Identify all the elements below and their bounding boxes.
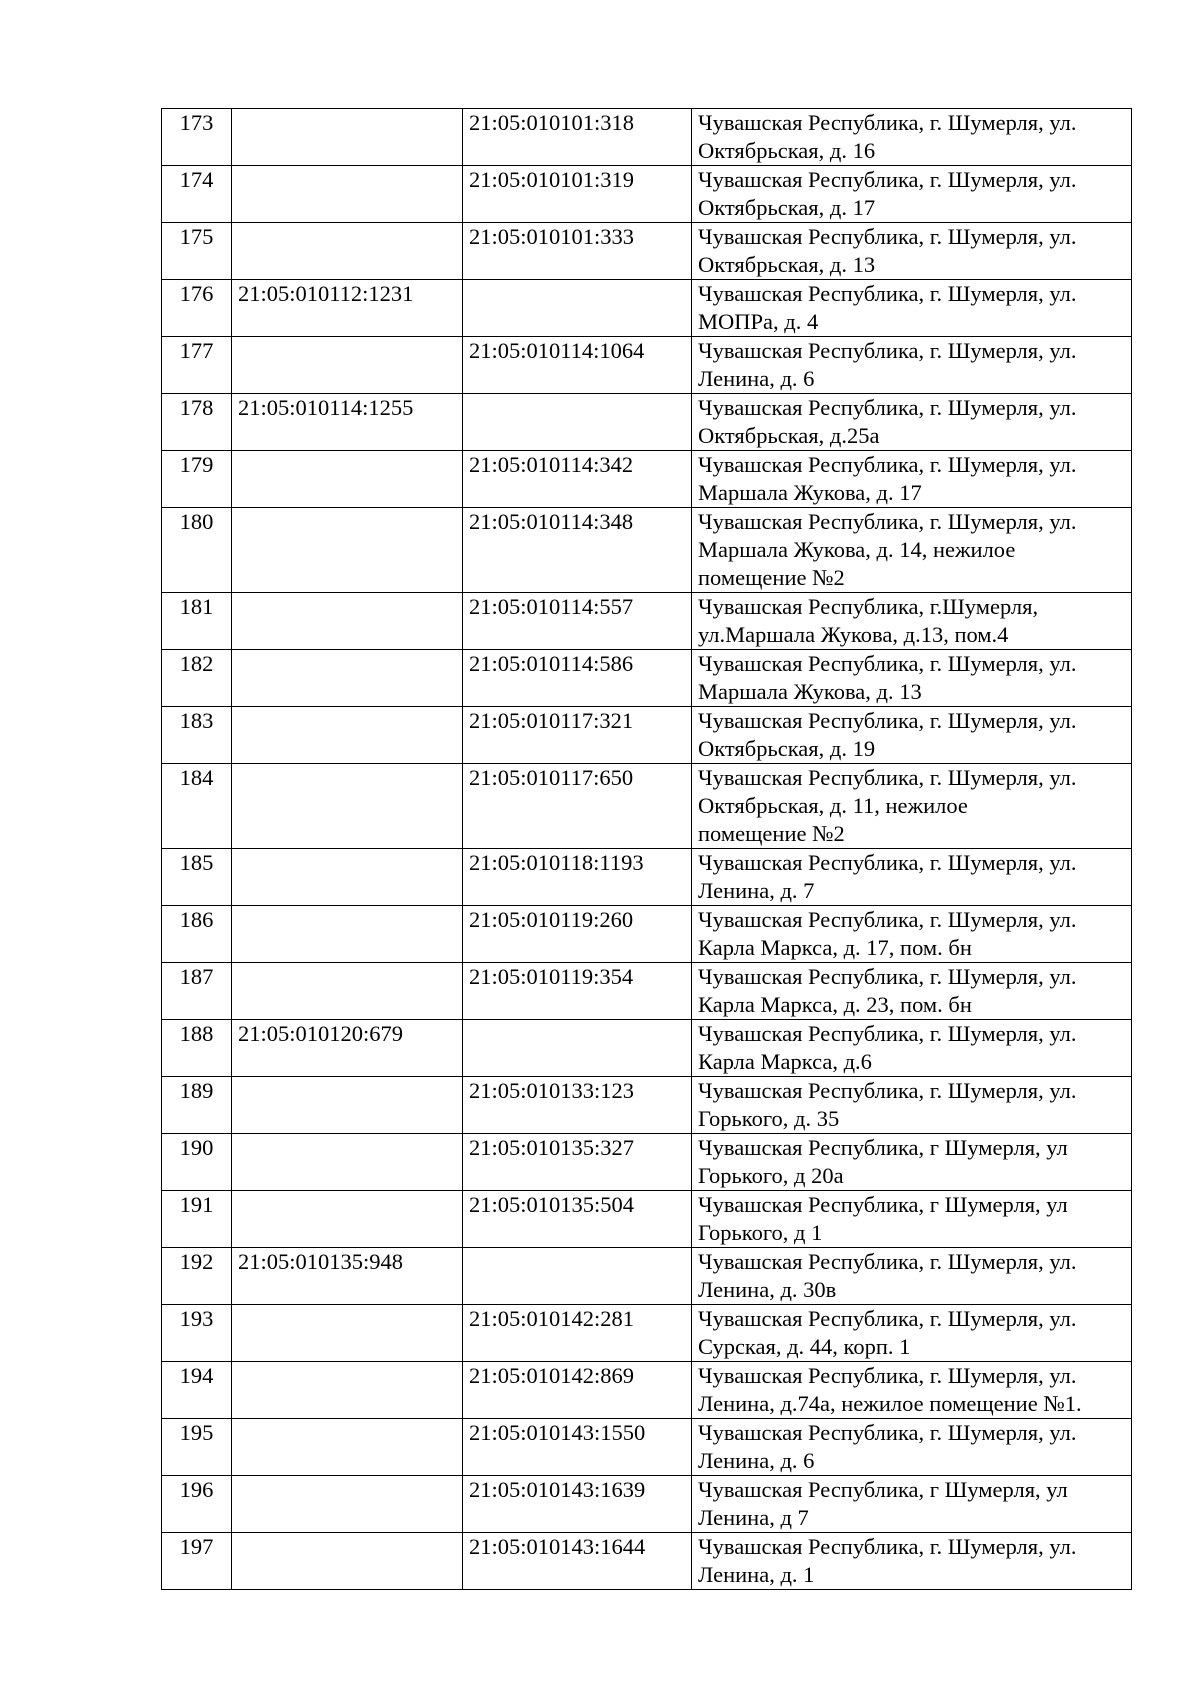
- row-number-cell: [162, 707, 232, 764]
- address-cell: [692, 223, 1132, 280]
- address-line: Чувашская Республика, г. Шумерля, ул.: [698, 224, 1077, 249]
- address-cell: [692, 451, 1132, 508]
- address-line: Маршала Жукова, д. 14, нежилое: [698, 537, 1016, 562]
- address-line: Чувашская Республика, г. Шумерля, ул.: [698, 1249, 1077, 1274]
- building-cadastral-number-cell: [463, 1533, 692, 1590]
- land-cadastral-number-cell: [232, 109, 463, 166]
- address-line: Чувашская Республика, г. Шумерля, ул.: [698, 1420, 1077, 1445]
- building-cadastral-number: 21:05:010101:318: [469, 110, 635, 135]
- address-line: Октябрьская, д. 17: [698, 195, 876, 220]
- table-row: [162, 849, 1132, 906]
- address-cell: [692, 508, 1132, 593]
- address-line: Чувашская Республика, г. Шумерля, ул.: [698, 907, 1077, 932]
- address-cell: [692, 1419, 1132, 1476]
- row-number-cell: [162, 963, 232, 1020]
- row-number-cell: [162, 764, 232, 849]
- address-line: Октябрьская, д. 11, нежилое: [698, 793, 968, 818]
- row-number-cell: [162, 1077, 232, 1134]
- land-cadastral-number-cell: [232, 1191, 463, 1248]
- building-cadastral-number-cell: [463, 906, 692, 963]
- table-row: [162, 1533, 1132, 1590]
- address-line: Октябрьская, д. 13: [698, 252, 876, 277]
- address-cell: [692, 1134, 1132, 1191]
- land-cadastral-number-cell: [232, 1077, 463, 1134]
- address-cell: [692, 1476, 1132, 1533]
- row-number: 174: [179, 167, 214, 192]
- row-number-cell: [162, 1134, 232, 1191]
- address-line: Ленина, д. 30в: [698, 1277, 837, 1302]
- row-number: 176: [179, 281, 214, 306]
- row-number-cell: [162, 508, 232, 593]
- land-cadastral-number-cell: [232, 1248, 463, 1305]
- row-number-cell: [162, 1248, 232, 1305]
- row-number-cell: [162, 280, 232, 337]
- property-registry-table: [161, 108, 1132, 1590]
- address-line: Ленина, д. 7: [698, 878, 815, 903]
- building-cadastral-number: 21:05:010101:333: [469, 224, 635, 249]
- building-cadastral-number-cell: [463, 166, 692, 223]
- building-cadastral-number-cell: [463, 1419, 692, 1476]
- table-row: [162, 1419, 1132, 1476]
- land-cadastral-number-cell: [232, 1362, 463, 1419]
- building-cadastral-number: 21:05:010135:504: [469, 1192, 635, 1217]
- row-number: 178: [179, 395, 214, 420]
- land-cadastral-number-cell: [232, 394, 463, 451]
- address-cell: [692, 280, 1132, 337]
- table-row: [162, 394, 1132, 451]
- land-cadastral-number-cell: [232, 1476, 463, 1533]
- row-number: 189: [179, 1078, 214, 1103]
- row-number-cell: [162, 1419, 232, 1476]
- table-row: [162, 1020, 1132, 1077]
- building-cadastral-number-cell: [463, 1134, 692, 1191]
- address-cell: [692, 1077, 1132, 1134]
- row-number-cell: [162, 109, 232, 166]
- address-cell: [692, 1248, 1132, 1305]
- address-line: Чувашская Республика, г. Шумерля, ул.: [698, 651, 1077, 676]
- row-number: 187: [179, 964, 214, 989]
- address-line: Чувашская Республика, г. Шумерля, ул.: [698, 395, 1077, 420]
- land-cadastral-number: 21:05:010120:679: [238, 1021, 404, 1046]
- row-number-cell: [162, 1362, 232, 1419]
- row-number: 181: [179, 594, 214, 619]
- address-cell: [692, 1305, 1132, 1362]
- table-row: [162, 223, 1132, 280]
- address-cell: [692, 1362, 1132, 1419]
- building-cadastral-number: 21:05:010142:869: [469, 1363, 635, 1388]
- table-row: [162, 906, 1132, 963]
- address-line: МОПРа, д. 4: [698, 309, 819, 334]
- land-cadastral-number: 21:05:010135:948: [238, 1249, 404, 1274]
- row-number-cell: [162, 166, 232, 223]
- row-number: 195: [179, 1420, 214, 1445]
- address-line: Карла Маркса, д.6: [698, 1049, 872, 1074]
- row-number-cell: [162, 906, 232, 963]
- address-cell: [692, 394, 1132, 451]
- row-number-cell: [162, 1476, 232, 1533]
- address-line: Чувашская Республика, г. Шумерля, ул.: [698, 338, 1077, 363]
- address-cell: [692, 650, 1132, 707]
- land-cadastral-number-cell: [232, 906, 463, 963]
- table-row: [162, 337, 1132, 394]
- building-cadastral-number: 21:05:010143:1644: [469, 1534, 646, 1559]
- row-number-cell: [162, 593, 232, 650]
- building-cadastral-number: 21:05:010114:342: [469, 452, 634, 477]
- land-cadastral-number-cell: [232, 166, 463, 223]
- address-line: Горького, д 20а: [698, 1163, 844, 1188]
- building-cadastral-number: 21:05:010114:348: [469, 509, 634, 534]
- row-number-cell: [162, 451, 232, 508]
- address-line: Ленина, д. 6: [698, 366, 815, 391]
- address-line: Ленина, д. 1: [698, 1562, 815, 1587]
- land-cadastral-number: 21:05:010114:1255: [238, 395, 414, 420]
- row-number: 184: [179, 765, 214, 790]
- building-cadastral-number-cell: [463, 1305, 692, 1362]
- row-number: 183: [179, 708, 214, 733]
- row-number-cell: [162, 1533, 232, 1590]
- address-line: Чувашская Республика, г. Шумерля, ул.: [698, 850, 1077, 875]
- address-line: Чувашская Республика, г Шумерля, ул: [698, 1477, 1068, 1502]
- table-row: [162, 1476, 1132, 1533]
- address-line: Чувашская Республика, г. Шумерля, ул.: [698, 708, 1077, 733]
- row-number: 193: [179, 1306, 214, 1331]
- row-number: 188: [179, 1021, 214, 1046]
- land-cadastral-number-cell: [232, 707, 463, 764]
- building-cadastral-number: 21:05:010114:1064: [469, 338, 645, 363]
- land-cadastral-number-cell: [232, 508, 463, 593]
- building-cadastral-number: 21:05:010117:321: [469, 708, 634, 733]
- address-line: ул.Маршала Жукова, д.13, пом.4: [698, 622, 1009, 647]
- row-number-cell: [162, 1305, 232, 1362]
- address-line: Чувашская Республика, г. Шумерля, ул.: [698, 964, 1077, 989]
- land-cadastral-number-cell: [232, 650, 463, 707]
- row-number: 196: [179, 1477, 214, 1502]
- building-cadastral-number-cell: [463, 394, 692, 451]
- registry-table-body: [162, 109, 1132, 1590]
- building-cadastral-number-cell: [463, 849, 692, 906]
- address-cell: [692, 1020, 1132, 1077]
- address-line: Сурская, д. 44, корп. 1: [698, 1334, 911, 1359]
- address-line: Чувашская Республика, г. Шумерля, ул.: [698, 167, 1077, 192]
- building-cadastral-number-cell: [463, 451, 692, 508]
- building-cadastral-number-cell: [463, 593, 692, 650]
- table-row: [162, 508, 1132, 593]
- row-number: 191: [179, 1192, 214, 1217]
- building-cadastral-number-cell: [463, 1077, 692, 1134]
- row-number: 175: [179, 224, 214, 249]
- building-cadastral-number-cell: [463, 223, 692, 280]
- land-cadastral-number-cell: [232, 337, 463, 394]
- address-line: Ленина, д 7: [698, 1505, 809, 1530]
- row-number: 190: [179, 1135, 214, 1160]
- row-number: 185: [179, 850, 214, 875]
- address-cell: [692, 764, 1132, 849]
- address-cell: [692, 337, 1132, 394]
- land-cadastral-number-cell: [232, 1533, 463, 1590]
- row-number: 186: [179, 907, 214, 932]
- address-line: Октябрьская, д. 16: [698, 138, 876, 163]
- table-row: [162, 1305, 1132, 1362]
- address-cell: [692, 849, 1132, 906]
- building-cadastral-number-cell: [463, 1248, 692, 1305]
- row-number: 180: [179, 509, 214, 534]
- building-cadastral-number-cell: [463, 963, 692, 1020]
- table-row: [162, 1191, 1132, 1248]
- address-line: Карла Маркса, д. 23, пом. бн: [698, 992, 972, 1017]
- land-cadastral-number-cell: [232, 1419, 463, 1476]
- table-row: [162, 764, 1132, 849]
- table-row: [162, 451, 1132, 508]
- building-cadastral-number: 21:05:010114:586: [469, 651, 634, 676]
- address-cell: [692, 593, 1132, 650]
- address-line: Маршала Жукова, д. 17: [698, 480, 922, 505]
- land-cadastral-number-cell: [232, 1134, 463, 1191]
- building-cadastral-number: 21:05:010117:650: [469, 765, 634, 790]
- building-cadastral-number-cell: [463, 764, 692, 849]
- row-number-cell: [162, 650, 232, 707]
- address-line: Ленина, д.74а, нежилое помещение №1.: [698, 1391, 1082, 1416]
- land-cadastral-number-cell: [232, 764, 463, 849]
- row-number: 177: [179, 338, 214, 363]
- building-cadastral-number-cell: [463, 508, 692, 593]
- address-line: Чувашская Республика, г.Шумерля,: [698, 594, 1039, 619]
- building-cadastral-number: 21:05:010114:557: [469, 594, 634, 619]
- row-number-cell: [162, 1020, 232, 1077]
- land-cadastral-number-cell: [232, 451, 463, 508]
- building-cadastral-number: 21:05:010133:123: [469, 1078, 635, 1103]
- building-cadastral-number: 21:05:010143:1550: [469, 1420, 646, 1445]
- row-number: 173: [179, 110, 214, 135]
- table-row: [162, 1248, 1132, 1305]
- building-cadastral-number: 21:05:010118:1193: [469, 850, 644, 875]
- address-line: Маршала Жукова, д. 13: [698, 679, 922, 704]
- land-cadastral-number: 21:05:010112:1231: [238, 281, 414, 306]
- land-cadastral-number-cell: [232, 849, 463, 906]
- address-cell: [692, 166, 1132, 223]
- address-line: Чувашская Республика, г. Шумерля, ул.: [698, 765, 1077, 790]
- table-row: [162, 707, 1132, 764]
- table-row: [162, 963, 1132, 1020]
- row-number: 182: [179, 651, 214, 676]
- address-line: Октябрьская, д. 19: [698, 736, 876, 761]
- address-line: Карла Маркса, д. 17, пом. бн: [698, 935, 972, 960]
- table-row: [162, 650, 1132, 707]
- address-line: Чувашская Республика, г. Шумерля, ул.: [698, 110, 1077, 135]
- address-line: Горького, д 1: [698, 1220, 823, 1245]
- address-line: Чувашская Республика, г Шумерля, ул: [698, 1192, 1068, 1217]
- row-number-cell: [162, 394, 232, 451]
- building-cadastral-number-cell: [463, 1191, 692, 1248]
- address-line: Чувашская Республика, г. Шумерля, ул.: [698, 1306, 1077, 1331]
- address-cell: [692, 1191, 1132, 1248]
- building-cadastral-number: 21:05:010143:1639: [469, 1477, 646, 1502]
- row-number-cell: [162, 849, 232, 906]
- building-cadastral-number: 21:05:010119:354: [469, 964, 634, 989]
- address-line: Чувашская Республика, г. Шумерля, ул.: [698, 1363, 1077, 1388]
- building-cadastral-number: 21:05:010119:260: [469, 907, 634, 932]
- building-cadastral-number-cell: [463, 280, 692, 337]
- address-line: Чувашская Республика, г Шумерля, ул: [698, 1135, 1068, 1160]
- row-number-cell: [162, 337, 232, 394]
- row-number: 197: [179, 1534, 214, 1559]
- table-row: [162, 109, 1132, 166]
- address-cell: [692, 1533, 1132, 1590]
- table-row: [162, 1077, 1132, 1134]
- address-line: помещение №2: [698, 565, 845, 590]
- building-cadastral-number: 21:05:010142:281: [469, 1306, 635, 1331]
- land-cadastral-number-cell: [232, 280, 463, 337]
- building-cadastral-number-cell: [463, 1362, 692, 1419]
- row-number: 194: [179, 1363, 214, 1388]
- land-cadastral-number-cell: [232, 1305, 463, 1362]
- building-cadastral-number-cell: [463, 109, 692, 166]
- land-cadastral-number-cell: [232, 963, 463, 1020]
- table-row: [162, 593, 1132, 650]
- address-cell: [692, 963, 1132, 1020]
- row-number: 179: [179, 452, 214, 477]
- building-cadastral-number-cell: [463, 337, 692, 394]
- row-number: 192: [179, 1249, 214, 1274]
- row-number-cell: [162, 1191, 232, 1248]
- table-row: [162, 1134, 1132, 1191]
- address-line: Чувашская Республика, г. Шумерля, ул.: [698, 452, 1077, 477]
- address-line: Чувашская Республика, г. Шумерля, ул.: [698, 1078, 1077, 1103]
- address-line: Чувашская Республика, г. Шумерля, ул.: [698, 1021, 1077, 1046]
- address-line: Ленина, д. 6: [698, 1448, 815, 1473]
- address-line: Горького, д. 35: [698, 1106, 840, 1131]
- address-line: помещение №2: [698, 821, 845, 846]
- address-cell: [692, 906, 1132, 963]
- building-cadastral-number-cell: [463, 707, 692, 764]
- address-line: Чувашская Республика, г. Шумерля, ул.: [698, 509, 1077, 534]
- land-cadastral-number-cell: [232, 223, 463, 280]
- row-number-cell: [162, 223, 232, 280]
- table-row: [162, 280, 1132, 337]
- address-cell: [692, 707, 1132, 764]
- address-line: Октябрьская, д.25а: [698, 423, 880, 448]
- table-row: [162, 166, 1132, 223]
- building-cadastral-number: 21:05:010135:327: [469, 1135, 635, 1160]
- building-cadastral-number-cell: [463, 1476, 692, 1533]
- building-cadastral-number-cell: [463, 1020, 692, 1077]
- address-cell: [692, 109, 1132, 166]
- address-line: Чувашская Республика, г. Шумерля, ул.: [698, 1534, 1077, 1559]
- table-row: [162, 1362, 1132, 1419]
- land-cadastral-number-cell: [232, 593, 463, 650]
- address-line: Чувашская Республика, г. Шумерля, ул.: [698, 281, 1077, 306]
- building-cadastral-number-cell: [463, 650, 692, 707]
- building-cadastral-number: 21:05:010101:319: [469, 167, 635, 192]
- land-cadastral-number-cell: [232, 1020, 463, 1077]
